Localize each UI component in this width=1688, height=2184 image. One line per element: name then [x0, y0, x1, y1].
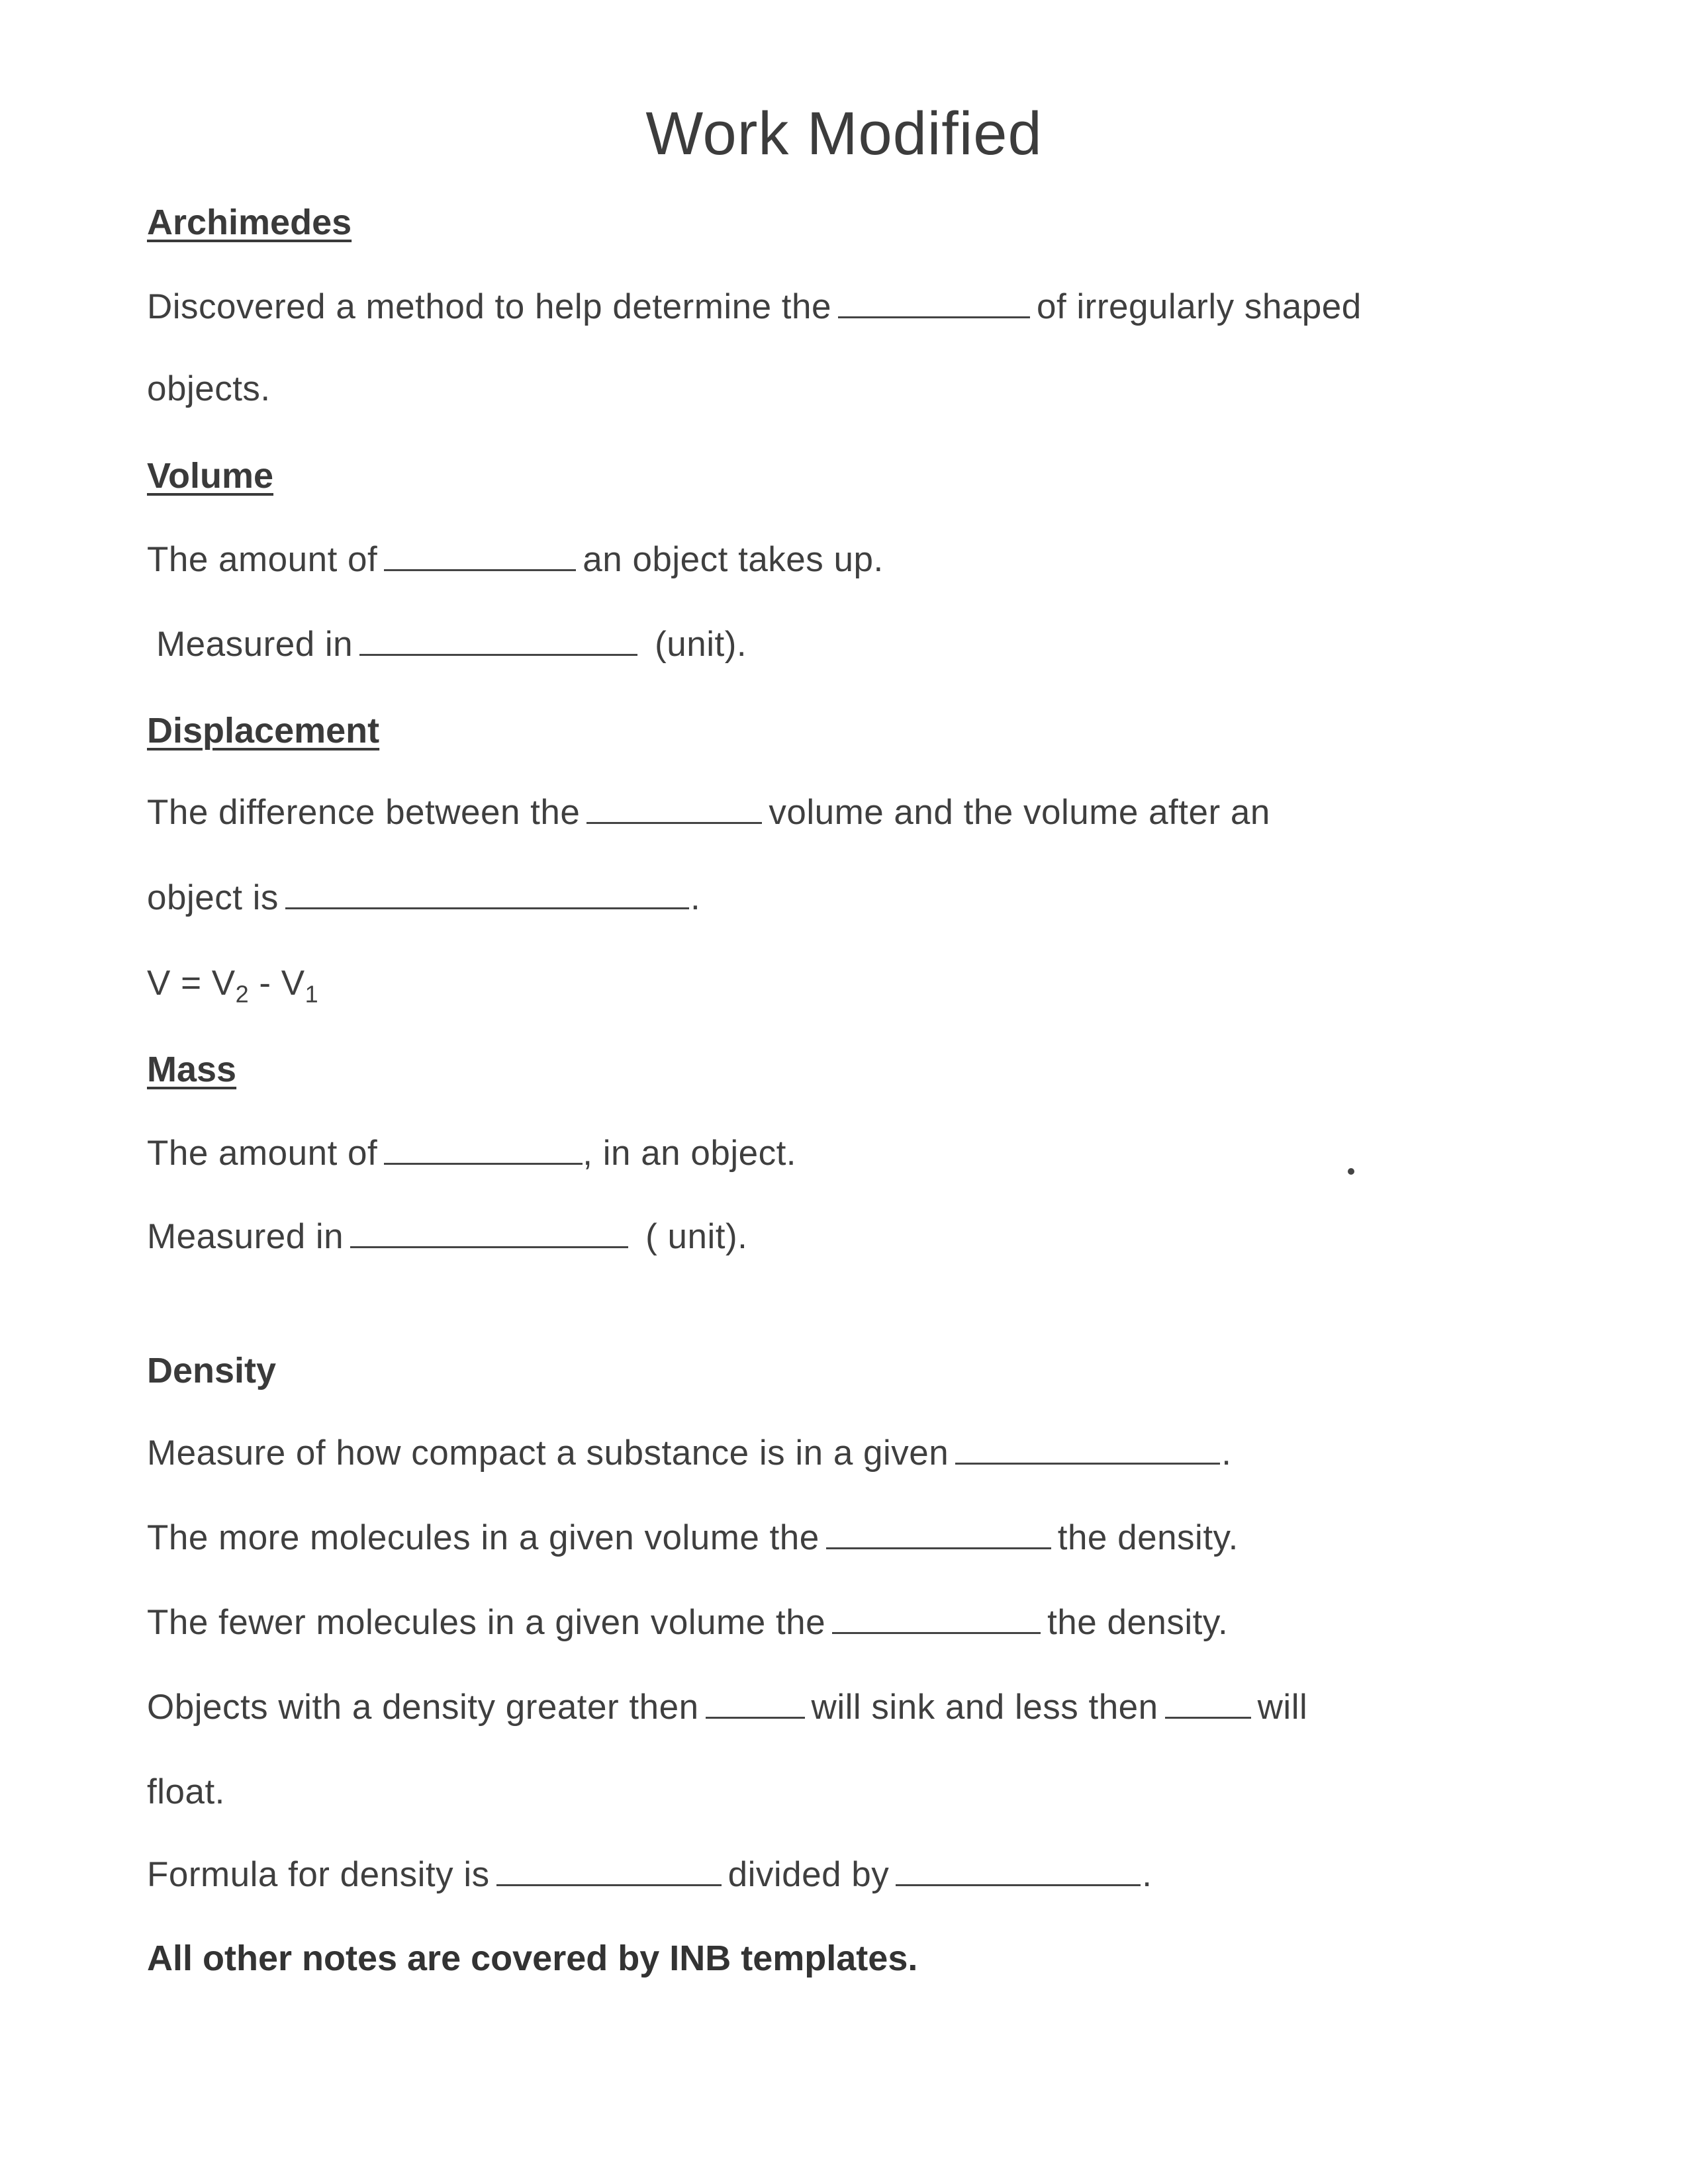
volume-line-1	[147, 539, 884, 580]
density-text-h: will sink and less then	[811, 1688, 1158, 1727]
density-text-d: the density.	[1057, 1518, 1239, 1557]
density-text-j: Formula for density is	[147, 1855, 490, 1894]
density-text-a: Measure of how compact a substance is in a given	[147, 1433, 949, 1473]
volume-text-d: (unit).	[655, 625, 747, 664]
density-text-k: divided by	[727, 1855, 890, 1894]
density-text-f: the density.	[1047, 1603, 1229, 1642]
density-text-l: .	[1142, 1855, 1152, 1894]
volume-text-c: Measured in	[156, 625, 353, 664]
archimedes-blank[interactable]	[838, 290, 1030, 318]
density-line-5: float.	[147, 1772, 225, 1811]
volume-line-2	[156, 624, 747, 664]
density-line-6	[147, 1854, 1152, 1895]
mass-text-c: Measured in	[147, 1217, 344, 1256]
stray-dot	[1348, 1168, 1354, 1175]
density-blank-4[interactable]	[706, 1690, 805, 1719]
density-text-e: The fewer molecules in a given volume the	[147, 1603, 826, 1642]
displacement-text-d: .	[690, 878, 701, 917]
density-blank-1[interactable]	[955, 1436, 1220, 1465]
page-title: Work Modified	[645, 100, 1043, 167]
mass-text-a: The amount of	[147, 1134, 378, 1173]
density-line-4	[147, 1687, 1307, 1727]
density-blank-7[interactable]	[896, 1858, 1141, 1886]
archimedes-line-1	[147, 287, 1362, 327]
mass-blank-2[interactable]	[350, 1220, 628, 1248]
displacement-line-1	[147, 792, 1270, 833]
volume-text-a: The amount of	[147, 540, 378, 579]
heading-volume: Volume	[147, 456, 274, 496]
density-blank-3[interactable]	[832, 1606, 1041, 1634]
mass-line-2	[147, 1216, 747, 1257]
density-text-g: Objects with a density greater then	[147, 1688, 699, 1727]
density-text-c: The more molecules in a given volume the	[147, 1518, 820, 1557]
density-line-2	[147, 1518, 1239, 1558]
volume-blank-2[interactable]	[359, 627, 637, 656]
heading-displacement: Displacement	[147, 711, 380, 751]
displacement-text-c: object is	[147, 878, 279, 917]
archimedes-line-2: objects.	[147, 369, 271, 408]
mass-text-d: ( unit).	[645, 1217, 748, 1256]
density-blank-5[interactable]	[1165, 1690, 1251, 1719]
volume-text-b: an object takes up.	[583, 540, 884, 579]
formula-sub-2: 2	[235, 980, 250, 1008]
formula-part-a: V = V	[147, 964, 236, 1003]
density-line-1	[147, 1433, 1231, 1473]
displacement-formula	[147, 963, 318, 1009]
displacement-blank-1[interactable]	[586, 796, 762, 824]
displacement-blank-2[interactable]	[285, 881, 689, 909]
archimedes-text-b: of irregularly shaped	[1036, 287, 1362, 326]
footer-note: All other notes are covered by INB templates.	[147, 1938, 918, 1978]
heading-mass: Mass	[147, 1050, 237, 1089]
mass-line-1	[147, 1133, 796, 1173]
displacement-text-a: The difference between the	[147, 793, 581, 832]
density-line-3	[147, 1602, 1228, 1643]
density-text-i: will	[1257, 1688, 1308, 1727]
formula-sub-1: 1	[305, 980, 319, 1008]
density-blank-2[interactable]	[826, 1521, 1051, 1549]
heading-archimedes: Archimedes	[147, 203, 352, 242]
displacement-text-b: volume and the volume after an	[769, 793, 1270, 832]
formula-part-b: - V	[249, 964, 305, 1003]
density-blank-6[interactable]	[496, 1858, 722, 1886]
archimedes-text-a: Discovered a method to help determine the	[147, 287, 831, 326]
mass-blank-1[interactable]	[384, 1136, 583, 1165]
volume-blank-1[interactable]	[384, 543, 576, 571]
mass-text-b: , in an object.	[583, 1134, 797, 1173]
heading-density: Density	[147, 1351, 277, 1390]
density-text-b: .	[1221, 1433, 1232, 1473]
displacement-line-2	[147, 878, 700, 918]
